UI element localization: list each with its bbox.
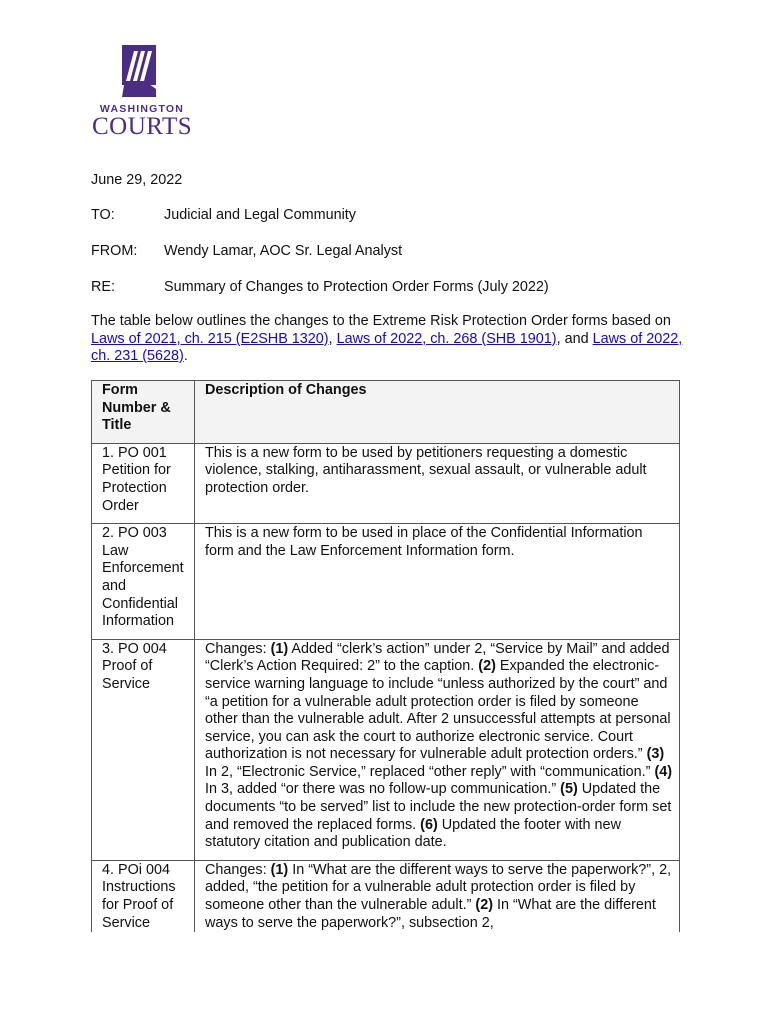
change-number: (2) <box>478 658 496 675</box>
text-run: Changes: <box>205 640 271 657</box>
intro-text: The table below outlines the changes to the Extreme Risk Protection Order forms based on <box>91 313 671 329</box>
table-row <box>92 443 680 523</box>
memo-date: June 29, 2022 <box>91 172 183 188</box>
text-run: Updated the documents “to be served” list to include the new protection-order form set and removed the replaced forms. <box>205 781 672 833</box>
changes-table <box>91 380 680 932</box>
laws-2022-ch231-link[interactable]: Laws of 2022, ch. 231 (5628) <box>91 330 683 365</box>
description-cell: This is a new form to be used in place of the Confidential Information form and the Law Enforcement Information form. <box>195 524 680 640</box>
laws-2021-link[interactable]: Laws of 2021, ch. 215 (E2SHB 1320) <box>91 330 329 347</box>
text-run: In 2, “Electronic Service,” replaced “other reply” with “communication.” <box>205 763 655 780</box>
change-number: (3) <box>646 746 665 763</box>
table-row <box>92 860 680 932</box>
form-cell: 4. POi 004 Instructions for Proof of Service <box>92 860 195 932</box>
change-number: (1) <box>270 640 289 657</box>
text-run: In “What are the different ways to serve the paperwork?”, 2, added, “the petition for a vulnerable adult protection order is filed by someone other than the vulnerable adult.” <box>205 861 672 914</box>
change-number: (1) <box>270 861 289 878</box>
text-run: Expanded the electronic-service warning language to include “unless authorized by the court” and “a petition for a vulnerable adult protection order is filed by someone other than the vulnerable adult. After 2 unsuccessful attempts at personal service, you can ask the court to authorize electronic service. Court authorization is not necessary for vulnerable adult protection orders.” <box>205 658 671 763</box>
change-number: (5) <box>560 781 578 798</box>
text-run: In “What are the different ways to serve the paperwork?”, subsection 2, <box>205 897 656 931</box>
intro-period: . <box>183 348 188 365</box>
description-cell <box>195 860 680 932</box>
text-run: Updated the footer with new statutory citation and publication date. <box>205 816 621 851</box>
to-value: Judicial and Legal Community <box>164 207 356 223</box>
table-row <box>92 524 680 640</box>
form-cell: 1. PO 001 Petition for Protection Order <box>92 443 195 523</box>
form-cell: 2. PO 003 Law Enforcement and Confidential Information <box>92 524 195 640</box>
text-run: In 3, added “or there was no follow-up communication.” <box>205 781 561 798</box>
to-label: TO: <box>91 207 115 223</box>
table-header-row <box>92 381 680 444</box>
change-number: (2) <box>475 897 493 914</box>
description-cell: This is a new form to be used by petitioners requesting a domestic violence, stalking, antiharassment, sexual assault, or vulnerable adult protection order. <box>195 443 680 523</box>
from-value: Wendy Lamar, AOC Sr. Legal Analyst <box>164 243 403 259</box>
change-number: (4) <box>654 763 673 780</box>
header-form-number-title: Form Number & Title <box>92 381 195 444</box>
intro-separator: , <box>328 330 337 347</box>
table-row <box>92 639 680 860</box>
re-label: RE: <box>91 279 115 295</box>
description-cell <box>195 639 680 860</box>
header-description-of-changes: Description of Changes <box>195 381 680 444</box>
from-label: FROM: <box>91 243 138 259</box>
logo-courts-text: COURTS <box>92 113 193 140</box>
form-cell: 3. PO 004 Proof of Service <box>92 639 195 860</box>
logo-washington-text: WASHINGTON <box>99 103 185 115</box>
text-run: Changes: <box>205 861 271 878</box>
intro-separator: , and <box>556 330 593 347</box>
laws-2022-ch268-link[interactable]: Laws of 2022, ch. 268 (SHB 1901) <box>336 330 557 347</box>
re-value: Summary of Changes to Protection Order Forms (July 2022) <box>164 279 549 295</box>
change-number: (6) <box>420 816 438 833</box>
text-run: Added “clerk’s action” under 2, “Service by Mail” and added “Clerk’s Action Required: 2” to the caption. <box>205 640 670 675</box>
